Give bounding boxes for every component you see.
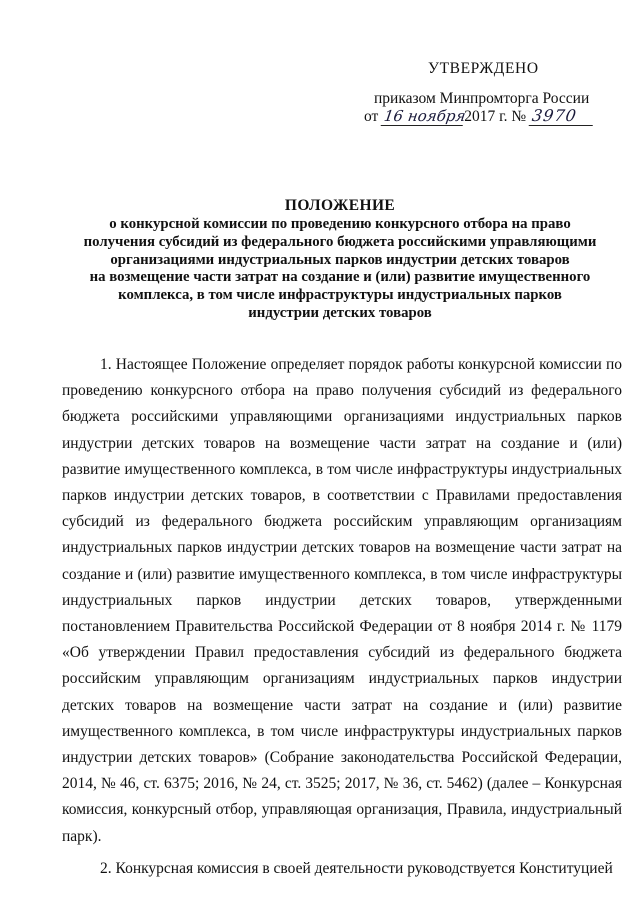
date-year: 2017 г. №: [464, 108, 527, 125]
approval-date-line: [364, 106, 594, 128]
document-subtitle-line: организациями индустриальных парков индустрии детских товаров: [110, 251, 570, 268]
handwritten-date: 16 ноября: [381, 107, 466, 126]
approval-title: УТВЕРЖДЕНО: [428, 60, 539, 77]
document-title: ПОЛОЖЕНИЕ: [284, 197, 396, 214]
document-body: [62, 352, 622, 886]
document-subtitle-line: комплекса, в том числе инфраструктуры индустриальных парков: [118, 287, 562, 304]
approval-order-line: приказом Минпромторга России: [374, 90, 590, 107]
document-subtitle-line: о конкурсной комиссии по проведению конкурсного отбора на право: [109, 216, 571, 232]
date-prefix: от: [364, 108, 379, 125]
document-heading: [40, 196, 640, 323]
document-subtitle-line: получения субсидий из федерального бюджета российскими управляющими: [83, 233, 597, 250]
document-subtitle-line: индустрии детских товаров: [248, 304, 432, 321]
document-subtitle-line: на возмещение части затрат на создание и (или) развитие имущественного: [89, 269, 591, 286]
body-paragraph-1: 1. Настоящее Положение определяет порядок работы конкурсной комиссии по проведению конкурсного отбора на право получения субсидий из федерального бюджета российскими управляющими организациями индустриальных парков индустрии детских товаров на возмещение части затрат на создание и (или) развитие имущественного комплекса, в том числе инфраструктуры индустриальных парков индустрии детских товаров, в соответствии с Правилами предоставления субсидий из федерального бюджета российским управляющим организациям индустриальных парков индустрии детских товаров на возмещение части затрат на создание и (или) развитие имущественного комплекса, в том числе инфраструктуры индустриальных парков индустрии детских товаров, утвержденными постановлением Правительства Российской Федерации от 8 ноября 2014 г. № 1179 «Об утверждении Правил предоставления субсидий из федерального бюджета российским управляющим организациям индустриальных парков индустрии детских товаров на возмещение части затрат на создание и (или) развитие имущественного комплекса, в том числе инфраструктуры индустриальных парков индустрии детских товаров» (Собрание законодательства Российской Федерации, 2014, № 46, ст. 6375; 2016, № 24, ст. 3525; 2017, № 36, ст. 5462) (далее – Конкурсная комиссия, конкурсный отбор, управляющая организация, Правила, индустриальный парк).: [62, 356, 622, 845]
body-paragraph-2: 2. Конкурсная комиссия в своей деятельности руководствуется Конституцией: [100, 859, 613, 877]
handwritten-order-number: 3970: [529, 107, 596, 126]
